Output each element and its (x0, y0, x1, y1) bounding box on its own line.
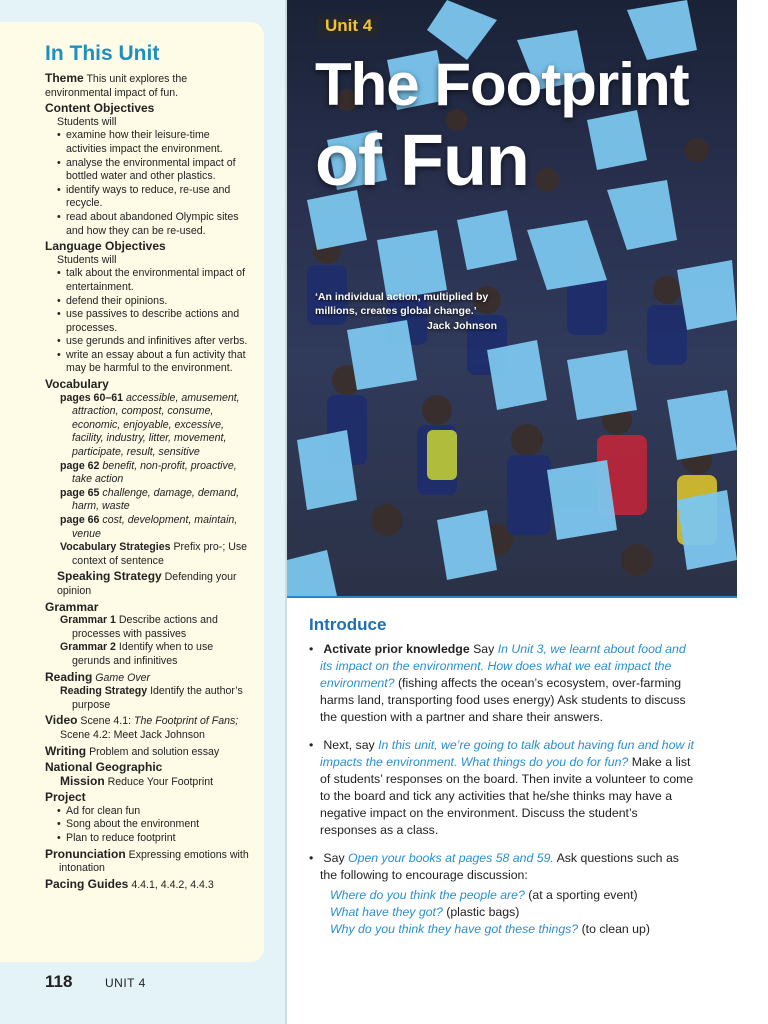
content-intro: Students will (57, 115, 117, 128)
language-objectives-section (45, 240, 252, 376)
unit-title-line1: The Footprint (315, 51, 689, 118)
quote-text: ‘An individual action, multiplied by millions, creates global change.’ (315, 291, 489, 317)
vocab-words: benefit, non-profit, proactive, take action (72, 459, 237, 486)
writing-section (45, 745, 252, 760)
grammar-item-label: Grammar 1 (60, 614, 116, 627)
mission-text: Reduce Your Footprint (107, 775, 214, 788)
writing-label: Writing (45, 743, 87, 758)
vocab-words: challenge, damage, demand, harm, waste (72, 486, 240, 513)
vocabulary-label: Vocabulary (45, 377, 109, 392)
question-answer: (to clean up) (581, 922, 650, 936)
vocabulary-section (45, 378, 252, 568)
list-item: • Song about the environment (45, 818, 252, 832)
pronunciation-label: Pronunciation (45, 846, 126, 861)
vocab-words: accessible, amusement, attraction, compost, consume, economic, enjoyable, excessive, facility, industry, litter, movement, participate, result, sensitive (72, 391, 240, 459)
video-line1-title: The Footprint of Fans; (134, 715, 239, 728)
reading-strategy-label: Reading Strategy (60, 685, 148, 698)
project-section (45, 791, 252, 845)
introduce-heading: Introduce (309, 615, 387, 634)
video-line2: Scene 4.2: Meet Jack Johnson (60, 728, 205, 741)
grammar-entry (45, 641, 252, 668)
introduce-section (309, 616, 694, 938)
introduce-paragraph (309, 850, 694, 884)
vocab-strategies-text: Prefix pro-; Use context of sentence (72, 541, 248, 567)
list-item: • read about abandoned Olympic sites and how they can be re-used. (45, 211, 252, 238)
list-item: • use gerunds and infinitives after verbs. (45, 335, 252, 349)
teacher-prompt: In this unit, we’re going to talk about having fun and how it impacts the environment. What things do you do for fun? (320, 738, 694, 769)
vocab-page: page 65 (60, 486, 100, 499)
video-section (45, 714, 252, 742)
grammar-item-text: Identify when to use gerunds and infinitives (72, 641, 214, 667)
vocab-page: page 62 (60, 459, 100, 472)
say-text: Say (473, 642, 495, 656)
question-answer: (plastic bags) (446, 905, 520, 919)
video-line1-pre: Scene 4.1: (80, 715, 135, 728)
natgeo-section (45, 761, 252, 789)
list-item: • analyse the environmental impact of bottled water and other plastics. (45, 157, 252, 184)
unit-tag: Unit 4 (317, 14, 380, 38)
vocab-page: page 66 (60, 514, 100, 526)
language-intro: Students will (57, 253, 117, 266)
question-text: Where do you think the people are? (330, 888, 525, 902)
grammar-item-label: Grammar 2 (60, 641, 116, 654)
grammar-section (45, 601, 252, 669)
list-item: • use passives to describe actions and processes. (45, 308, 252, 335)
activate-label: Activate prior knowledge (323, 642, 470, 656)
list-item: • examine how their leisure-time activities impact the environment. (45, 129, 252, 156)
speaking-text: Defending your opinion (57, 571, 237, 597)
discussion-question (309, 921, 694, 938)
pronunciation-section (45, 848, 252, 876)
list-item: • write an essay about a fun activity that may be harmful to the environment. (45, 349, 252, 376)
theme-text: This unit explores the environmental impact of fun. (45, 73, 188, 99)
vocab-strategies-label: Vocabulary Strategies (60, 541, 171, 554)
video-label: Video (45, 713, 78, 728)
discussion-question (309, 887, 694, 904)
question-text: Why do you think they have got these things? (330, 922, 579, 936)
introduce-paragraph (309, 737, 694, 839)
pacing-label: Pacing Guides (45, 876, 129, 891)
vocab-page-entry (45, 487, 252, 514)
in-this-unit-panel (0, 22, 264, 962)
question-answer: (at a sporting event) (528, 888, 638, 902)
crowd-photo (287, 0, 737, 598)
reading-section (45, 671, 252, 713)
paragraph-rest: Make a list of students’ responses on the board. Then invite a volunteer to come to the board and tick any activities that he/she thinks may have a negative impact on the environment. Discuss the student’s responses as a class. (320, 755, 694, 837)
pacing-section (45, 878, 252, 893)
footer-unit-label: UNIT 4 (105, 976, 146, 990)
grammar-label: Grammar (45, 599, 99, 614)
mission-label: Mission (60, 773, 105, 788)
speaking-label: Speaking Strategy (57, 569, 162, 584)
grammar-item-text: Describe actions and processes with passives (72, 614, 218, 640)
vocab-page-entry (45, 514, 252, 541)
paragraph-pre: Next, say (323, 738, 375, 752)
list-item: • defend their opinions. (45, 295, 252, 309)
discussion-question (309, 904, 694, 921)
speaking-section (45, 570, 252, 598)
list-item: • Ad for clean fun (45, 805, 252, 819)
reading-text: Game Over (95, 671, 151, 684)
language-objectives-label: Language Objectives (45, 239, 166, 254)
vocab-strategies (45, 541, 252, 568)
natgeo-label: National Geographic (45, 760, 163, 775)
paragraph-rest: Ask questions such as the following to encourage discussion: (320, 851, 679, 882)
reading-strategy-text: Identify the author’s purpose (72, 685, 243, 711)
list-item: • Plan to reduce footprint (45, 832, 252, 846)
list-item: • talk about the environmental impact of entertainment. (45, 267, 252, 294)
pronunciation-text: Expressing emotions with intonation (59, 848, 249, 875)
panel-heading: In This Unit (45, 42, 160, 65)
writing-text: Problem and solution essay (89, 745, 220, 758)
teacher-prompt: In Unit 3, we learnt about food and its impact on the environment. How does what we eat impact the environment? (320, 642, 686, 690)
list-item: • identify ways to reduce, re-use and recycle. (45, 184, 252, 211)
teacher-prompt: Open your books at pages 58 and 59. (348, 851, 554, 865)
theme-label: Theme (45, 71, 84, 85)
reading-strategy (45, 685, 252, 712)
question-text: What have they got? (330, 905, 443, 919)
paragraph-pre: Say (323, 851, 345, 865)
unit-title-line2: of Fun (315, 121, 529, 201)
reading-label: Reading (45, 669, 93, 684)
vocab-page-entry (45, 392, 252, 460)
paragraph-rest: (fishing affects the ocean’s ecosystem, over-farming harms land, transporting food uses energy) Ask students to discuss the question with a partner and share their answers. (320, 676, 686, 724)
content-objectives-section (45, 102, 252, 238)
introduce-paragraph (309, 641, 694, 726)
quote-author: Jack Johnson (427, 320, 498, 332)
vocab-page: pages 60–61 (60, 391, 124, 404)
pacing-text: 4.4.1, 4.4.2, 4.4.3 (131, 878, 214, 891)
grammar-entry (45, 614, 252, 641)
content-objectives-label: Content Objectives (45, 101, 155, 116)
vocab-page-entry (45, 460, 252, 487)
project-label: Project (45, 790, 86, 805)
theme-section (45, 72, 252, 100)
page-number: 118 (45, 972, 73, 991)
vocab-words: cost, development, maintain, venue (72, 514, 238, 540)
